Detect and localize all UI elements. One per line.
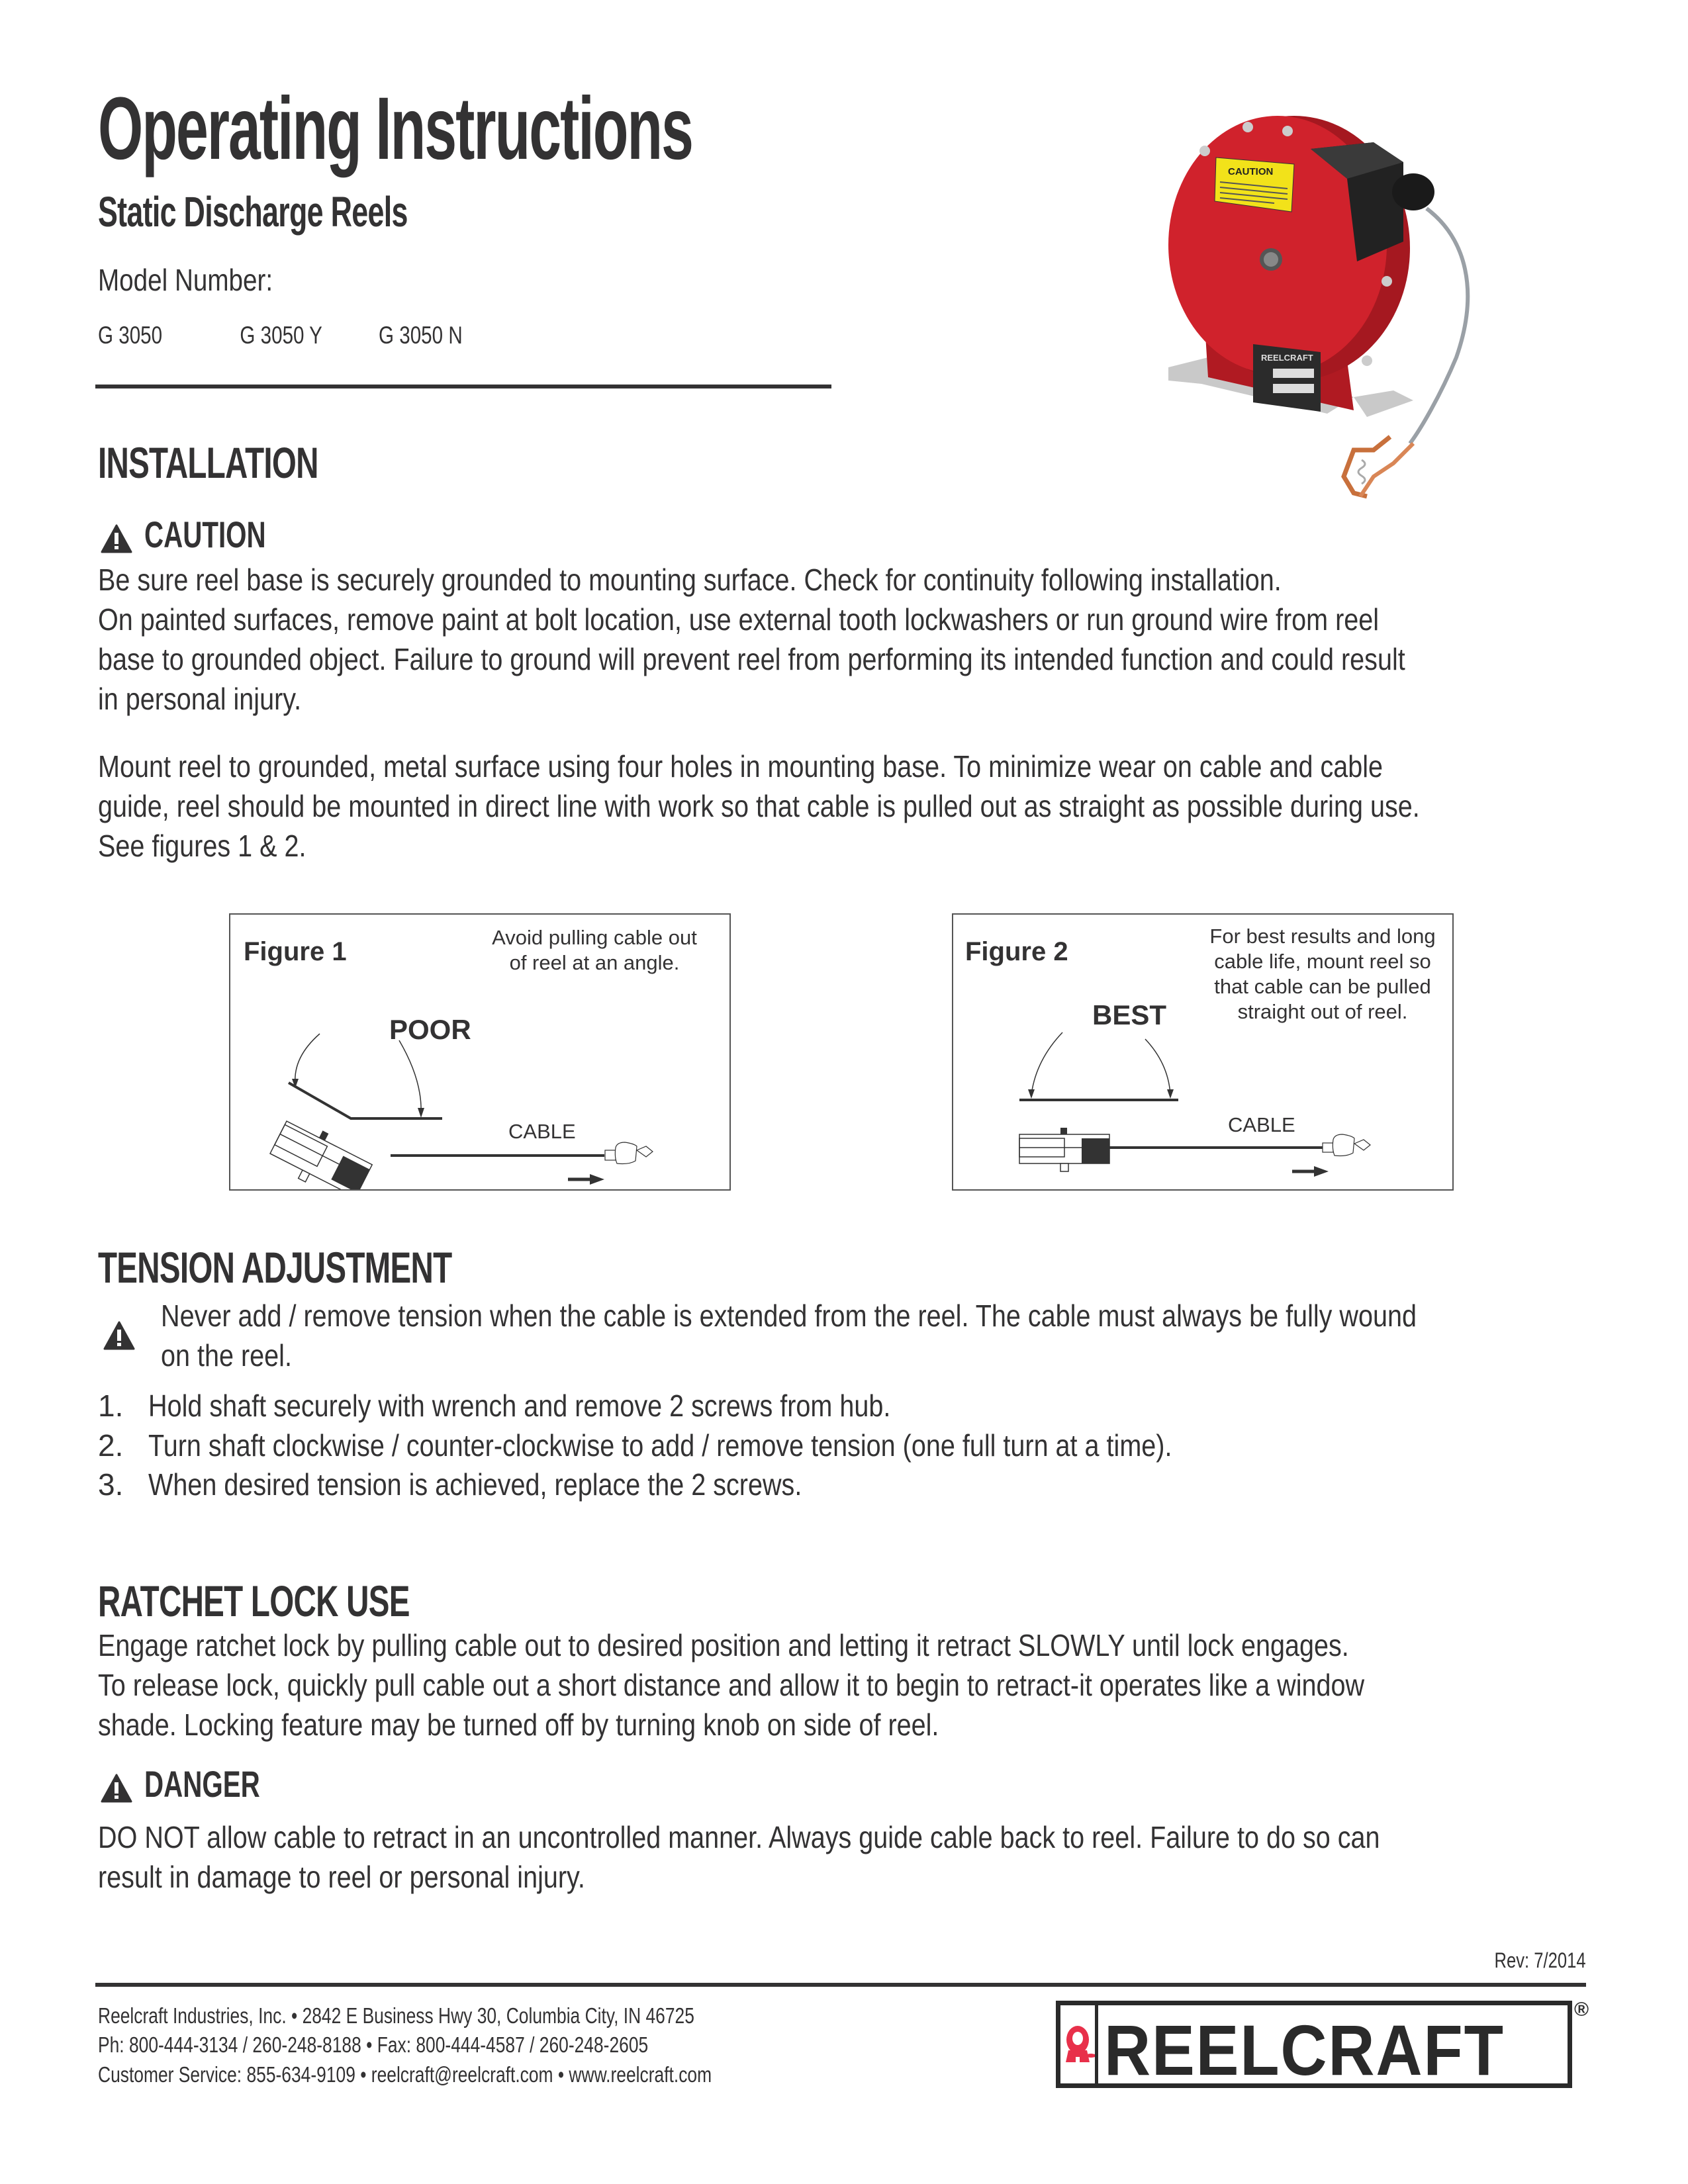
figure-2-best-label: BEST <box>1092 999 1167 1030</box>
figure-1-diagram <box>230 915 729 1189</box>
danger-heading: DANGER <box>101 1766 305 1803</box>
figure-2-title: Figure 2 <box>965 937 1068 966</box>
logo-wordmark: REELCRAFT <box>1104 2010 1505 2090</box>
page-subtitle: Static Discharge Reels <box>98 188 408 236</box>
footer-contact: Customer Service: 855-634-9109 • reelcraft@reelcraft.com • www.reelcraft.com <box>98 2062 712 2087</box>
model-number-label: Model Number: <box>98 263 273 297</box>
warning-triangle-icon <box>103 1321 135 1350</box>
model-list <box>98 323 561 353</box>
reelcraft-logo <box>1056 2001 1572 2088</box>
figure-2 <box>952 913 1454 1191</box>
ratchet-heading: RATCHET LOCK USE <box>98 1576 410 1625</box>
figure-1-poor-label: POOR <box>389 1014 471 1045</box>
hand-icon <box>1323 1134 1370 1156</box>
installation-heading: INSTALLATION <box>98 438 318 487</box>
caution-heading: CAUTION <box>101 516 313 553</box>
figure-2-cable-label: CABLE <box>1228 1113 1295 1136</box>
figure-2-diagram <box>953 915 1452 1189</box>
svg-text:CAUTION: CAUTION <box>1228 166 1274 177</box>
registered-mark: ® <box>1574 1999 1589 2021</box>
figure-1-title: Figure 1 <box>244 937 347 966</box>
figure-1-note: Avoid pulling cable out of reel at an angle. <box>492 926 697 974</box>
product-image <box>1155 106 1499 503</box>
tension-warning: Never add / remove tension when the cable is extended from the reel. The cable must always be fully wound on the reel. <box>161 1298 1417 1373</box>
tension-heading: TENSION ADJUSTMENT <box>98 1243 452 1292</box>
ratchet-paragraph: Engage ratchet lock by pulling cable out to desired position and letting it retract SLOWLY until lock engages. To release lock, quickly pull cable out a short distance and allow it to begin to retract-it operates like a window shade. Locking feature may be turned off by turning knob on side of reel. <box>98 1628 1365 1742</box>
hand-icon <box>605 1142 653 1164</box>
footer-address: Reelcraft Industries, Inc. • 2842 E Business Hwy 30, Columbia City, IN 46725 <box>98 2003 694 2028</box>
header-divider <box>95 385 831 388</box>
model-item: G 3050 N <box>379 322 463 349</box>
figure-2-note: For best results and long cable life, mount reel so that cable can be pulled straight out of reel. <box>1209 925 1436 1023</box>
page-title: Operating Instructions <box>98 79 692 178</box>
reel-logo-icon <box>1063 2024 1095 2065</box>
caution-paragraph: Be sure reel base is securely grounded to mounting surface. Check for continuity following installation. On painted surfaces, remove paint at bolt location, use external tooth lockwashers or run ground wire from reel base to grounded object. Failure to ground will prevent reel from performing its intended function and could result in personal injury. <box>98 563 1405 716</box>
revision-date: Rev: 7/2014 <box>1494 1948 1586 1972</box>
figure-1 <box>229 913 731 1191</box>
model-item: G 3050 Y <box>240 322 322 349</box>
mounting-paragraph: Mount reel to grounded, metal surface using four holes in mounting base. To minimize wear on cable and cable guide, reel should be mounted in direct line with work so that cable is pulled out as straight as possible during use. See figures 1 & 2. <box>98 749 1420 863</box>
footer-phone: Ph: 800-444-3134 / 260-248-8188 • Fax: 800-444-4587 / 260-248-2605 <box>98 2032 649 2057</box>
warning-triangle-icon <box>101 524 132 553</box>
figure-1-cable-label: CABLE <box>508 1120 576 1143</box>
danger-paragraph: DO NOT allow cable to retract in an uncontrolled manner. Always guide cable back to reel. Failure to do so can result in damage to reel or personal injury. <box>98 1820 1380 1894</box>
footer-divider <box>95 1983 1586 1987</box>
svg-text:REELCRAFT: REELCRAFT <box>1261 353 1313 363</box>
reel-illustration <box>1155 106 1499 503</box>
warning-triangle-icon <box>101 1774 132 1803</box>
logo-divider <box>1095 2005 1098 2083</box>
model-item: G 3050 <box>98 322 163 349</box>
